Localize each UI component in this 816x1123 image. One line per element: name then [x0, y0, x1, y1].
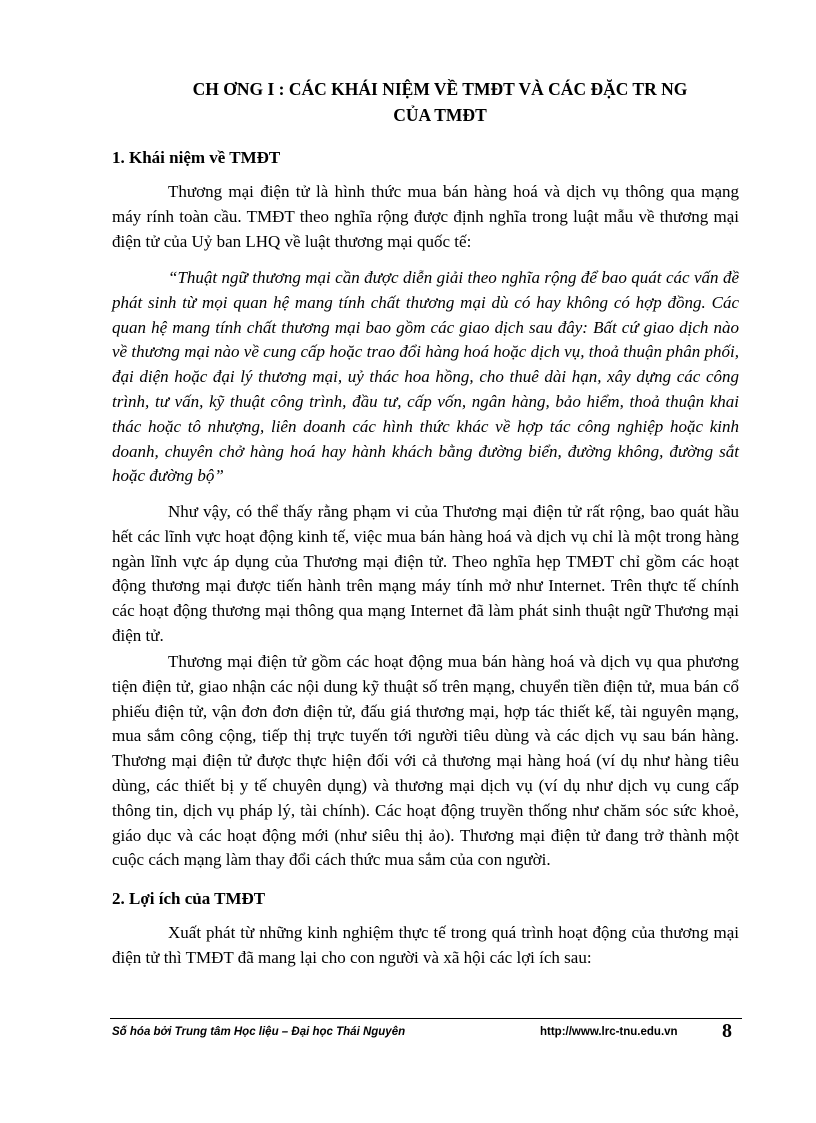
definition-quote-paragraph: “Thuật ngữ thương mại cần được diễn giải theo nghĩa rộng để bao quát các vấn đề phát sinh từ mọi quan hệ mang tính chất thương mại dù có hay không có hợp đồng. Các quan hệ mang tính chất thương mại bao gồm các giao dịch sau đây: Bất cứ giao dịch nào về thương mại nào về cung cấp hoặc trao đổi hàng hoá hoặc dịch vụ, thoả thuận phân phối, đại diện hoặc đại lý thương mại, uỷ thác hoa hồng, cho thuê dài hạn, xây dựng các công trình, tư vấn, kỹ thuật công trình, đầu tư, cấp vốn, ngân hàng, bảo hiểm, thoả thuận khai thác hoặc tô nhượng, liên doanh các hình thức khác về hợp tác công nghiệp hoặc kinh doanh, chuyên chở hàng hoá hay hành khách bằng đường biển, đường không, đường sắt hoặc đường bộ” — [112, 268, 739, 486]
footer-divider — [110, 1018, 742, 1019]
section-2-intro-paragraph: Xuất phát từ những kinh nghiệm thực tế trong quá trình hoạt động của thương mại điện tử thì TMĐT đã mang lại cho con người và xã hội các lợi ích sau: — [112, 923, 739, 967]
page-number: 8 — [722, 1020, 732, 1042]
activities-paragraph: Thương mại điện tử gồm các hoạt động mua bán hàng hoá và dịch vụ qua phương tiện điện tử, giao nhận các nội dung kỹ thuật số trên mạng, chuyển tiền điện tử, mua bán cổ phiếu điện tử, vận đơn đơn điện tử, đấu giá thương mại, hợp tác thiết kế, tài nguyên mạng, mua sắm công cộng, tiếp thị trực tuyến tới người tiêu dùng và các dịch vụ sau bán hàng. Thương mại điện tử được thực hiện đối với cả thương mại hàng hoá (ví dụ như hàng tiêu dùng, các thiết bị y tế chuyên dụng) và thương mại dịch vụ (ví dụ như dịch vụ cung cấp thông tin, dịch vụ pháp lý, tài chính). Các hoạt động truyền thống như chăm sóc sức khoẻ, giáo dục và các hoạt động mới (như siêu thị ảo). Thương mại điện tử đang trở thành một cuộc cách mạng làm thay đổi cách thức mua sắm của con người. — [112, 652, 739, 870]
section-1-intro-paragraph: Thương mại điện tử là hình thức mua bán hàng hoá và dịch vụ thông qua mạng máy rính toàn cầu. TMĐT theo nghĩa rộng được định nghĩa trong luật mẫu về thương mại điện tử của Uỷ ban LHQ về luật thương mại quốc tế: — [112, 182, 739, 251]
section-1-heading: 1. Khái niệm về TMĐT — [112, 148, 281, 167]
chapter-title-line-2: CỦA TMĐT — [393, 105, 487, 125]
scope-paragraph: Như vậy, có thể thấy rằng phạm vi của Thương mại điện tử rất rộng, bao quát hầu hết các lĩnh vực hoạt động kinh tế, việc mua bán hàng hoá và dịch vụ chỉ là một trong hàng ngàn lĩnh vực áp dụng của Thương mại điện tử. Theo nghĩa hẹp TMĐT chỉ gồm các hoạt động thương mại được tiến hành trên mạng máy tính mở như Internet. Trên thực tế chính các hoạt động thương mại thông qua mạng Internet đã làm phát sinh thuật ngữ Thương mại điện tử. — [112, 502, 739, 645]
footer-url-link[interactable]: http://www.lrc-tnu.edu.vn — [540, 1026, 678, 1038]
section-2-heading: 2. Lợi ích của TMĐT — [112, 889, 266, 908]
chapter-title — [110, 76, 770, 128]
chapter-title-line-1: CH ƠNG I : CÁC KHÁI NIỆM VỀ TMĐT VÀ CÁC ĐẶC TR NG — [192, 79, 688, 99]
footer-source: Số hóa bởi Trung tâm Học liệu – Đại học Thái Nguyên — [112, 1026, 406, 1038]
